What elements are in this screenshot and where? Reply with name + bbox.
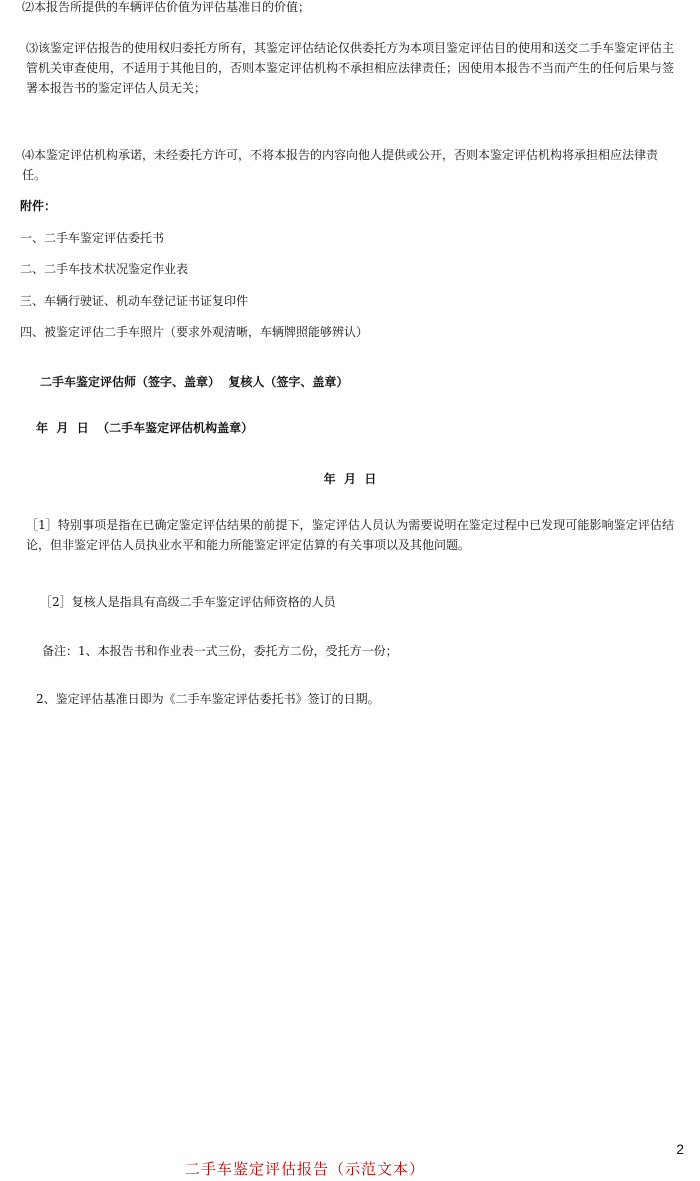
note-2: ［2］复核人是指具有高级二手车鉴定评估师资格的人员 [40, 595, 336, 609]
paragraph-item-3: ⑶该鉴定评估报告的使用权归委托方所有，其鉴定评估结论仅供委托方为本项目鉴定评估目的使用和送交二手车鉴定评估主管机关审查使用，不适用于其他目的，否则本鉴定评估机构不承担相应法律责任；因使用本报告不当而产生的任何后果与签署本报告书的鉴定评估人员无关； [26, 41, 675, 95]
remark-1: 备注：1、本报告书和作业表一式三份，委托方二份，受托方一份； [42, 644, 398, 658]
page-number: 2 [676, 1141, 684, 1157]
date-center-line: 年 月 日 [323, 472, 377, 486]
attachment-item-3: 三、车辆行驶证、机动车登记证书证复印件 [20, 294, 249, 308]
note-1: ［1］特别事项是指在已确定鉴定评估结果的前提下，鉴定评估人员认为需要说明在鉴定过程中已发现可能影响鉴定评估结论，但非鉴定评估人员执业水平和能力所能鉴定评定估算的有关事项以及其他问题。 [26, 518, 674, 552]
paragraph-item-2: ⑵本报告所提供的车辆评估价值为评估基准日的价值； [22, 0, 311, 14]
attachment-item-2: 二、二手车技术状况鉴定作业表 [20, 262, 189, 276]
signature-line: 二手车鉴定评估师（签字、盖章） 复核人（签字、盖章） [40, 375, 349, 389]
attachment-item-4: 四、被鉴定评估二手车照片（要求外观清晰，车辆牌照能够辨认） [20, 325, 369, 339]
remark-2: 2、鉴定评估基准日即为《二手车鉴定评估委托书》签订的日期。 [36, 692, 380, 706]
date-stamp-line: 年 月 日 （二手车鉴定评估机构盖章） [36, 421, 254, 435]
attachment-item-1: 一、二手车鉴定评估委托书 [20, 231, 165, 245]
footer-title: 二手车鉴定评估报告（示范文本） [184, 1160, 425, 1178]
paragraph-item-4: ⑷本鉴定评估机构承诺，未经委托方许可，不将本报告的内容向他人提供或公开，否则本鉴定评估机构将承担相应法律责任。 [22, 148, 659, 182]
attachments-heading: 附件： [20, 199, 57, 213]
